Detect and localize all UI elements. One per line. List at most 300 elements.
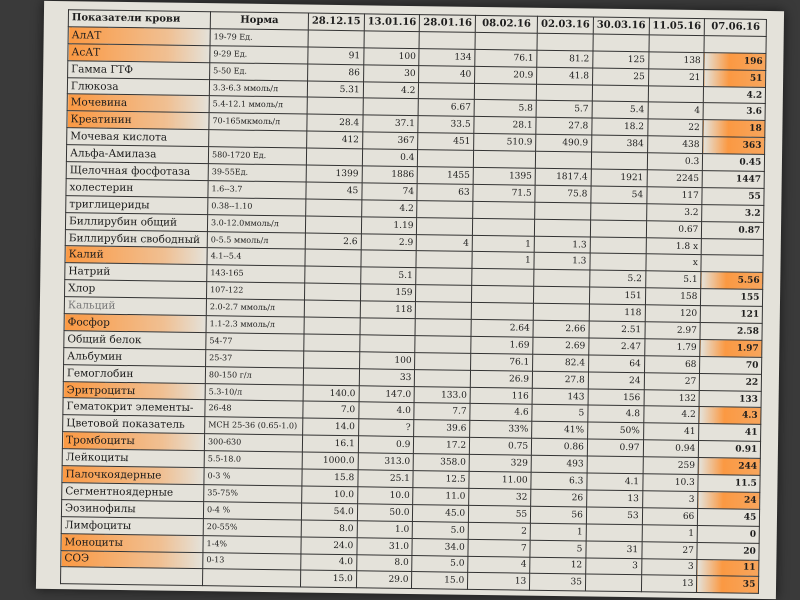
- value-cell: 26: [531, 489, 587, 507]
- value-cell: [591, 203, 647, 221]
- value-cell: 25: [592, 68, 648, 86]
- norm-range: 70-165мкмоль/л: [209, 113, 307, 131]
- value-cell: 22: [647, 119, 703, 137]
- indicator-name: Щелочная фосфотаза: [66, 162, 208, 181]
- value-cell: 50.0: [357, 504, 413, 522]
- value-cell: 151: [589, 287, 645, 305]
- value-cell: 4.2: [643, 406, 699, 424]
- indicator-name: [61, 567, 203, 586]
- value-cell: 259: [643, 457, 699, 475]
- value-cell: 510.9: [474, 134, 536, 152]
- norm-range: 5.3-10/л: [205, 383, 303, 401]
- value-cell: 3: [586, 557, 642, 575]
- indicator-name: Биллирубин свободный: [65, 229, 207, 248]
- value-cell: 159: [360, 284, 416, 302]
- value-cell: 1399: [306, 165, 362, 183]
- value-cell: 10.0: [302, 486, 358, 504]
- value-cell: 24: [588, 372, 644, 390]
- value-cell: 24.0: [301, 537, 357, 555]
- value-cell: [360, 318, 416, 336]
- value-cell: 27: [642, 541, 698, 559]
- value-cell: 15.8: [302, 469, 358, 487]
- value-cell: 15.0: [412, 572, 468, 590]
- value-cell: 0.87: [702, 221, 764, 239]
- value-cell: 4: [468, 556, 530, 574]
- value-cell: 2.51: [589, 321, 645, 339]
- value-cell: [704, 35, 766, 53]
- value-cell: 2.58: [700, 323, 762, 341]
- indicator-name: Креатинин: [67, 111, 209, 130]
- value-cell: [415, 319, 471, 337]
- norm-range: 26-48: [205, 400, 303, 418]
- value-cell: [472, 286, 534, 304]
- value-cell: 5.0: [412, 555, 468, 573]
- norm-range: 3.3-6.3 ммоль/л: [209, 79, 307, 97]
- value-cell: [591, 152, 647, 170]
- value-cell: 56: [531, 506, 587, 524]
- norm-range: 1-4%: [203, 535, 301, 553]
- value-cell: 11.00: [469, 471, 531, 489]
- value-cell: 75.8: [535, 185, 591, 203]
- value-cell: [306, 199, 362, 217]
- indicator-name: триглицериды: [66, 195, 208, 214]
- norm-range: 25-37: [206, 349, 304, 367]
- value-cell: [534, 270, 590, 288]
- value-cell: 2.64: [471, 319, 533, 337]
- header-date: 13.01.16: [364, 14, 420, 32]
- norm-range: 143-165: [207, 265, 305, 283]
- value-cell: 32: [469, 488, 531, 506]
- value-cell: x: [646, 254, 702, 272]
- norm-range: 0-5.5 ммоль/л: [207, 231, 305, 249]
- indicator-name: Гематокрит элементы-: [63, 398, 205, 417]
- value-cell: [415, 336, 471, 354]
- value-cell: 4.8: [588, 405, 644, 423]
- header-date: 02.03.16: [537, 16, 593, 34]
- paper-sheet: [36, 1, 784, 599]
- value-cell: 10.3: [642, 474, 698, 492]
- value-cell: 1: [642, 524, 698, 542]
- value-cell: 66: [642, 508, 698, 526]
- value-cell: 363: [703, 137, 765, 155]
- value-cell: 5.1: [645, 271, 701, 289]
- value-cell: 40: [419, 65, 475, 83]
- value-cell: 116: [470, 387, 532, 405]
- value-cell: [535, 202, 591, 220]
- value-cell: 3: [642, 491, 698, 509]
- indicator-name: Гамма ГТФ: [68, 60, 210, 79]
- value-cell: [305, 250, 361, 268]
- value-cell: [359, 335, 415, 353]
- value-cell: 451: [418, 133, 474, 151]
- indicator-name: Биллирубин общий: [65, 212, 207, 231]
- value-cell: 7.7: [414, 403, 470, 421]
- value-cell: 41: [643, 423, 699, 441]
- value-cell: 45: [698, 508, 760, 526]
- value-cell: [305, 216, 361, 234]
- value-cell: [416, 302, 472, 320]
- value-cell: 27.8: [536, 118, 592, 136]
- norm-range: 1.6--3.7: [208, 181, 306, 199]
- value-cell: [537, 33, 593, 51]
- value-cell: 7.0: [303, 402, 359, 420]
- norm-range: 20-55%: [203, 518, 301, 536]
- norm-range: 80-150 г/л: [205, 366, 303, 384]
- header-norm: Норма: [210, 12, 308, 30]
- value-cell: 2.69: [533, 337, 589, 355]
- value-cell: 25.1: [358, 470, 414, 488]
- indicator-name: Тромбоциты: [62, 432, 204, 451]
- value-cell: 11.5: [698, 475, 760, 493]
- value-cell: 358.0: [414, 454, 470, 472]
- value-cell: 493: [531, 455, 587, 473]
- value-cell: 0.97: [587, 439, 643, 457]
- value-cell: 117: [646, 187, 702, 205]
- value-cell: 5.56: [701, 272, 763, 290]
- value-cell: 28.4: [307, 114, 363, 132]
- indicator-name: Лейкоциты: [62, 449, 204, 468]
- value-cell: 18: [703, 120, 765, 138]
- norm-range: 0-4 %: [203, 501, 301, 519]
- indicator-name: АлАТ: [68, 27, 210, 46]
- value-cell: 0.3: [647, 153, 703, 171]
- indicator-name: Гемоглобин: [63, 364, 205, 383]
- header-date: 11.05.16: [649, 18, 705, 36]
- value-cell: 0.45: [703, 154, 765, 172]
- value-cell: [304, 351, 360, 369]
- value-cell: [415, 369, 471, 387]
- table-body: [61, 27, 767, 594]
- indicator-name: СОЭ: [61, 550, 203, 569]
- value-cell: 5: [532, 405, 588, 423]
- value-cell: 8.0: [356, 554, 412, 572]
- value-cell: 3: [641, 558, 697, 576]
- value-cell: 37.1: [363, 115, 419, 133]
- norm-range: 107-122: [206, 282, 304, 300]
- value-cell: 1.3: [534, 236, 590, 254]
- value-cell: [474, 151, 536, 169]
- norm-range: 3.0-12.0ммоль/л: [207, 214, 305, 232]
- value-cell: 1: [472, 252, 534, 270]
- value-cell: 33: [359, 369, 415, 387]
- value-cell: 14.0: [303, 418, 359, 436]
- value-cell: [649, 35, 705, 53]
- value-cell: 133.0: [414, 386, 470, 404]
- value-cell: 4.6: [470, 404, 532, 422]
- value-cell: [590, 220, 646, 238]
- value-cell: [534, 286, 590, 304]
- value-cell: 22: [700, 373, 762, 391]
- value-cell: 244: [698, 458, 760, 476]
- value-cell: 1817.4: [535, 168, 591, 186]
- norm-range: 1.1-2.3 ммоль/л: [206, 316, 304, 334]
- value-cell: 155: [701, 289, 763, 307]
- value-cell: 1.8 x: [646, 237, 702, 255]
- value-cell: [304, 283, 360, 301]
- value-cell: 4.2: [704, 86, 766, 104]
- indicator-name: Хлор: [65, 280, 207, 299]
- value-cell: [303, 368, 359, 386]
- value-cell: [416, 268, 472, 286]
- value-cell: 1.97: [700, 339, 762, 357]
- value-cell: 1921: [591, 169, 647, 187]
- value-cell: 121: [701, 306, 763, 324]
- value-cell: 6.67: [419, 99, 475, 117]
- value-cell: [475, 32, 537, 50]
- value-cell: [364, 31, 420, 49]
- value-cell: [592, 85, 648, 103]
- value-cell: 3.6: [703, 103, 765, 121]
- value-cell: 34.0: [412, 538, 468, 556]
- value-cell: [471, 303, 533, 321]
- header-date: 07.06.16: [705, 19, 767, 37]
- value-cell: [416, 285, 472, 303]
- value-cell: 5.8: [474, 100, 536, 118]
- value-cell: 2.9: [361, 233, 417, 251]
- value-cell: 33.5: [418, 116, 474, 134]
- value-cell: 412: [307, 131, 363, 149]
- value-cell: 0.9: [358, 436, 414, 454]
- value-cell: 41: [699, 424, 761, 442]
- indicator-name: Цветовой показатель: [63, 415, 205, 434]
- norm-range: 5.5-18.0: [204, 451, 302, 469]
- value-cell: 12.5: [413, 471, 469, 489]
- value-cell: [648, 85, 704, 103]
- value-cell: 86: [308, 64, 364, 82]
- value-cell: [416, 251, 472, 269]
- norm-range: 5.4-12.1 ммоль/л: [209, 96, 307, 114]
- value-cell: 132: [644, 389, 700, 407]
- value-cell: 5.7: [536, 101, 592, 119]
- value-cell: 133: [699, 390, 761, 408]
- value-cell: 0.67: [646, 220, 702, 238]
- value-cell: [419, 31, 475, 49]
- value-cell: [593, 34, 649, 52]
- value-cell: 367: [362, 132, 418, 150]
- norm-range: [209, 130, 307, 148]
- value-cell: 118: [589, 304, 645, 322]
- norm-range: 0-13: [203, 552, 301, 570]
- value-cell: 4: [417, 234, 473, 252]
- value-cell: 54.0: [301, 503, 357, 521]
- value-cell: 30: [363, 64, 419, 82]
- value-cell: 50%: [587, 422, 643, 440]
- value-cell: 1.69: [471, 336, 533, 354]
- value-cell: [472, 269, 534, 287]
- value-cell: 18.2: [592, 118, 648, 136]
- value-cell: 147.0: [359, 385, 415, 403]
- value-cell: 4.3: [699, 407, 761, 425]
- indicator-name: Альбумин: [64, 347, 206, 366]
- value-cell: [419, 82, 475, 100]
- value-cell: [590, 253, 646, 271]
- value-cell: 3.2: [646, 204, 702, 222]
- value-cell: 0.94: [643, 440, 699, 458]
- value-cell: 16.1: [302, 435, 358, 453]
- value-cell: 1.3: [534, 253, 590, 271]
- norm-range: 35-75%: [204, 485, 302, 503]
- value-cell: 82.4: [533, 354, 589, 372]
- value-cell: 13: [468, 573, 530, 591]
- value-cell: 4.2: [361, 200, 417, 218]
- value-cell: 53: [586, 507, 642, 525]
- value-cell: [418, 150, 474, 168]
- value-cell: 0.75: [470, 438, 532, 456]
- value-cell: 20.9: [475, 66, 537, 84]
- value-cell: 118: [360, 301, 416, 319]
- header-date: 30.03.16: [593, 17, 649, 35]
- value-cell: 5.2: [590, 270, 646, 288]
- header-date: 08.02.16: [475, 15, 537, 33]
- value-cell: 13: [641, 575, 697, 593]
- header-indicator: Показатели крови: [68, 10, 210, 29]
- indicator-name: холестерин: [66, 179, 208, 198]
- value-cell: [308, 30, 364, 48]
- norm-range: 5-50 Ед.: [210, 62, 308, 80]
- value-cell: [474, 83, 536, 101]
- value-cell: 28.1: [474, 117, 536, 135]
- norm-range: 39-55Ед.: [208, 164, 306, 182]
- value-cell: 27: [644, 372, 700, 390]
- value-cell: 15.0: [300, 570, 356, 588]
- value-cell: 329: [469, 455, 531, 473]
- indicator-name: Кальций: [64, 297, 206, 316]
- indicator-name: Глюкоза: [67, 77, 209, 96]
- value-cell: 17.2: [414, 437, 470, 455]
- value-cell: [307, 97, 363, 115]
- value-cell: 45.0: [413, 504, 469, 522]
- value-cell: 0: [697, 525, 759, 543]
- value-cell: 4.0: [359, 402, 415, 420]
- value-cell: 71.5: [473, 184, 535, 202]
- value-cell: ?: [358, 419, 414, 437]
- value-cell: 10.0: [357, 487, 413, 505]
- value-cell: 196: [704, 52, 766, 70]
- header-date: 28.12.15: [308, 13, 364, 31]
- value-cell: 1447: [702, 171, 764, 189]
- value-cell: 55: [702, 187, 764, 205]
- value-cell: [417, 217, 473, 235]
- value-cell: 438: [647, 136, 703, 154]
- value-cell: [536, 84, 592, 102]
- value-cell: 64: [588, 355, 644, 373]
- indicator-name: Общий белок: [64, 331, 206, 350]
- value-cell: [304, 317, 360, 335]
- value-cell: 11: [697, 559, 759, 577]
- value-cell: 68: [644, 356, 700, 374]
- value-cell: 5.4: [592, 101, 648, 119]
- norm-range: 2.0-2.7 ммоль/л: [206, 299, 304, 317]
- value-cell: 1.0: [357, 521, 413, 539]
- value-cell: 0.91: [699, 441, 761, 459]
- value-cell: 7: [468, 539, 530, 557]
- value-cell: 4.2: [363, 81, 419, 99]
- value-cell: [473, 218, 535, 236]
- blood-test-table: [60, 9, 767, 594]
- value-cell: 2: [468, 522, 530, 540]
- value-cell: 35: [530, 574, 586, 592]
- value-cell: 2.47: [589, 338, 645, 356]
- value-cell: [305, 266, 361, 284]
- norm-range: 0.38--1.10: [208, 197, 306, 215]
- value-cell: 33%: [470, 421, 532, 439]
- norm-range: [202, 569, 300, 587]
- value-cell: [586, 524, 642, 542]
- value-cell: 4.0: [301, 554, 357, 572]
- value-cell: 24: [698, 491, 760, 509]
- value-cell: 120: [645, 305, 701, 323]
- value-cell: 0.4: [362, 149, 418, 167]
- value-cell: 0.86: [531, 438, 587, 456]
- value-cell: 1395: [473, 167, 535, 185]
- indicator-name: Сегментноядерные: [62, 483, 204, 502]
- value-cell: 490.9: [536, 134, 592, 152]
- value-cell: 31.0: [357, 537, 413, 555]
- norm-range: 19-79 Ед.: [210, 29, 308, 47]
- value-cell: [361, 250, 417, 268]
- norm-range: 0-3 %: [204, 468, 302, 486]
- indicator-name: Альфа-Амилаза: [66, 145, 208, 164]
- value-cell: 134: [419, 48, 475, 66]
- value-cell: [415, 352, 471, 370]
- value-cell: 6.3: [531, 472, 587, 490]
- norm-range: 9-29 Ед.: [210, 45, 308, 63]
- value-cell: 158: [645, 288, 701, 306]
- indicator-name: Натрий: [65, 263, 207, 282]
- value-cell: 138: [648, 52, 704, 70]
- value-cell: 5.31: [307, 81, 363, 99]
- norm-range: 580-1720 Ед.: [208, 147, 306, 165]
- indicator-name: Мочевая кислота: [67, 128, 209, 147]
- value-cell: [306, 148, 362, 166]
- norm-range: 300-630: [204, 434, 302, 452]
- value-cell: [304, 334, 360, 352]
- value-cell: [304, 300, 360, 318]
- value-cell: 2.97: [645, 322, 701, 340]
- value-cell: [363, 98, 419, 116]
- value-cell: 143: [532, 388, 588, 406]
- value-cell: 45: [306, 182, 362, 200]
- value-cell: [535, 219, 591, 237]
- value-cell: 39.6: [414, 420, 470, 438]
- indicator-name: АсАТ: [68, 43, 210, 62]
- value-cell: 11.0: [413, 488, 469, 506]
- value-cell: [590, 237, 646, 255]
- value-cell: 31: [586, 541, 642, 559]
- value-cell: 2.66: [533, 320, 589, 338]
- value-cell: [585, 574, 641, 592]
- indicator-name: Мочевина: [67, 94, 209, 113]
- value-cell: 41.8: [537, 67, 593, 85]
- value-cell: 55: [469, 505, 531, 523]
- value-cell: 100: [364, 48, 420, 66]
- value-cell: 3.2: [702, 204, 764, 222]
- value-cell: 54: [591, 186, 647, 204]
- value-cell: 1: [530, 523, 586, 541]
- value-cell: 91: [308, 47, 364, 65]
- value-cell: 26.9: [470, 370, 532, 388]
- indicator-name: Калий: [65, 246, 207, 265]
- value-cell: 1: [472, 235, 534, 253]
- value-cell: 70: [700, 356, 762, 374]
- value-cell: [473, 201, 535, 219]
- value-cell: 35: [697, 576, 759, 594]
- value-cell: 27.8: [532, 371, 588, 389]
- value-cell: 5.0: [413, 521, 469, 539]
- value-cell: 384: [591, 135, 647, 153]
- value-cell: 1455: [418, 167, 474, 185]
- value-cell: 100: [359, 352, 415, 370]
